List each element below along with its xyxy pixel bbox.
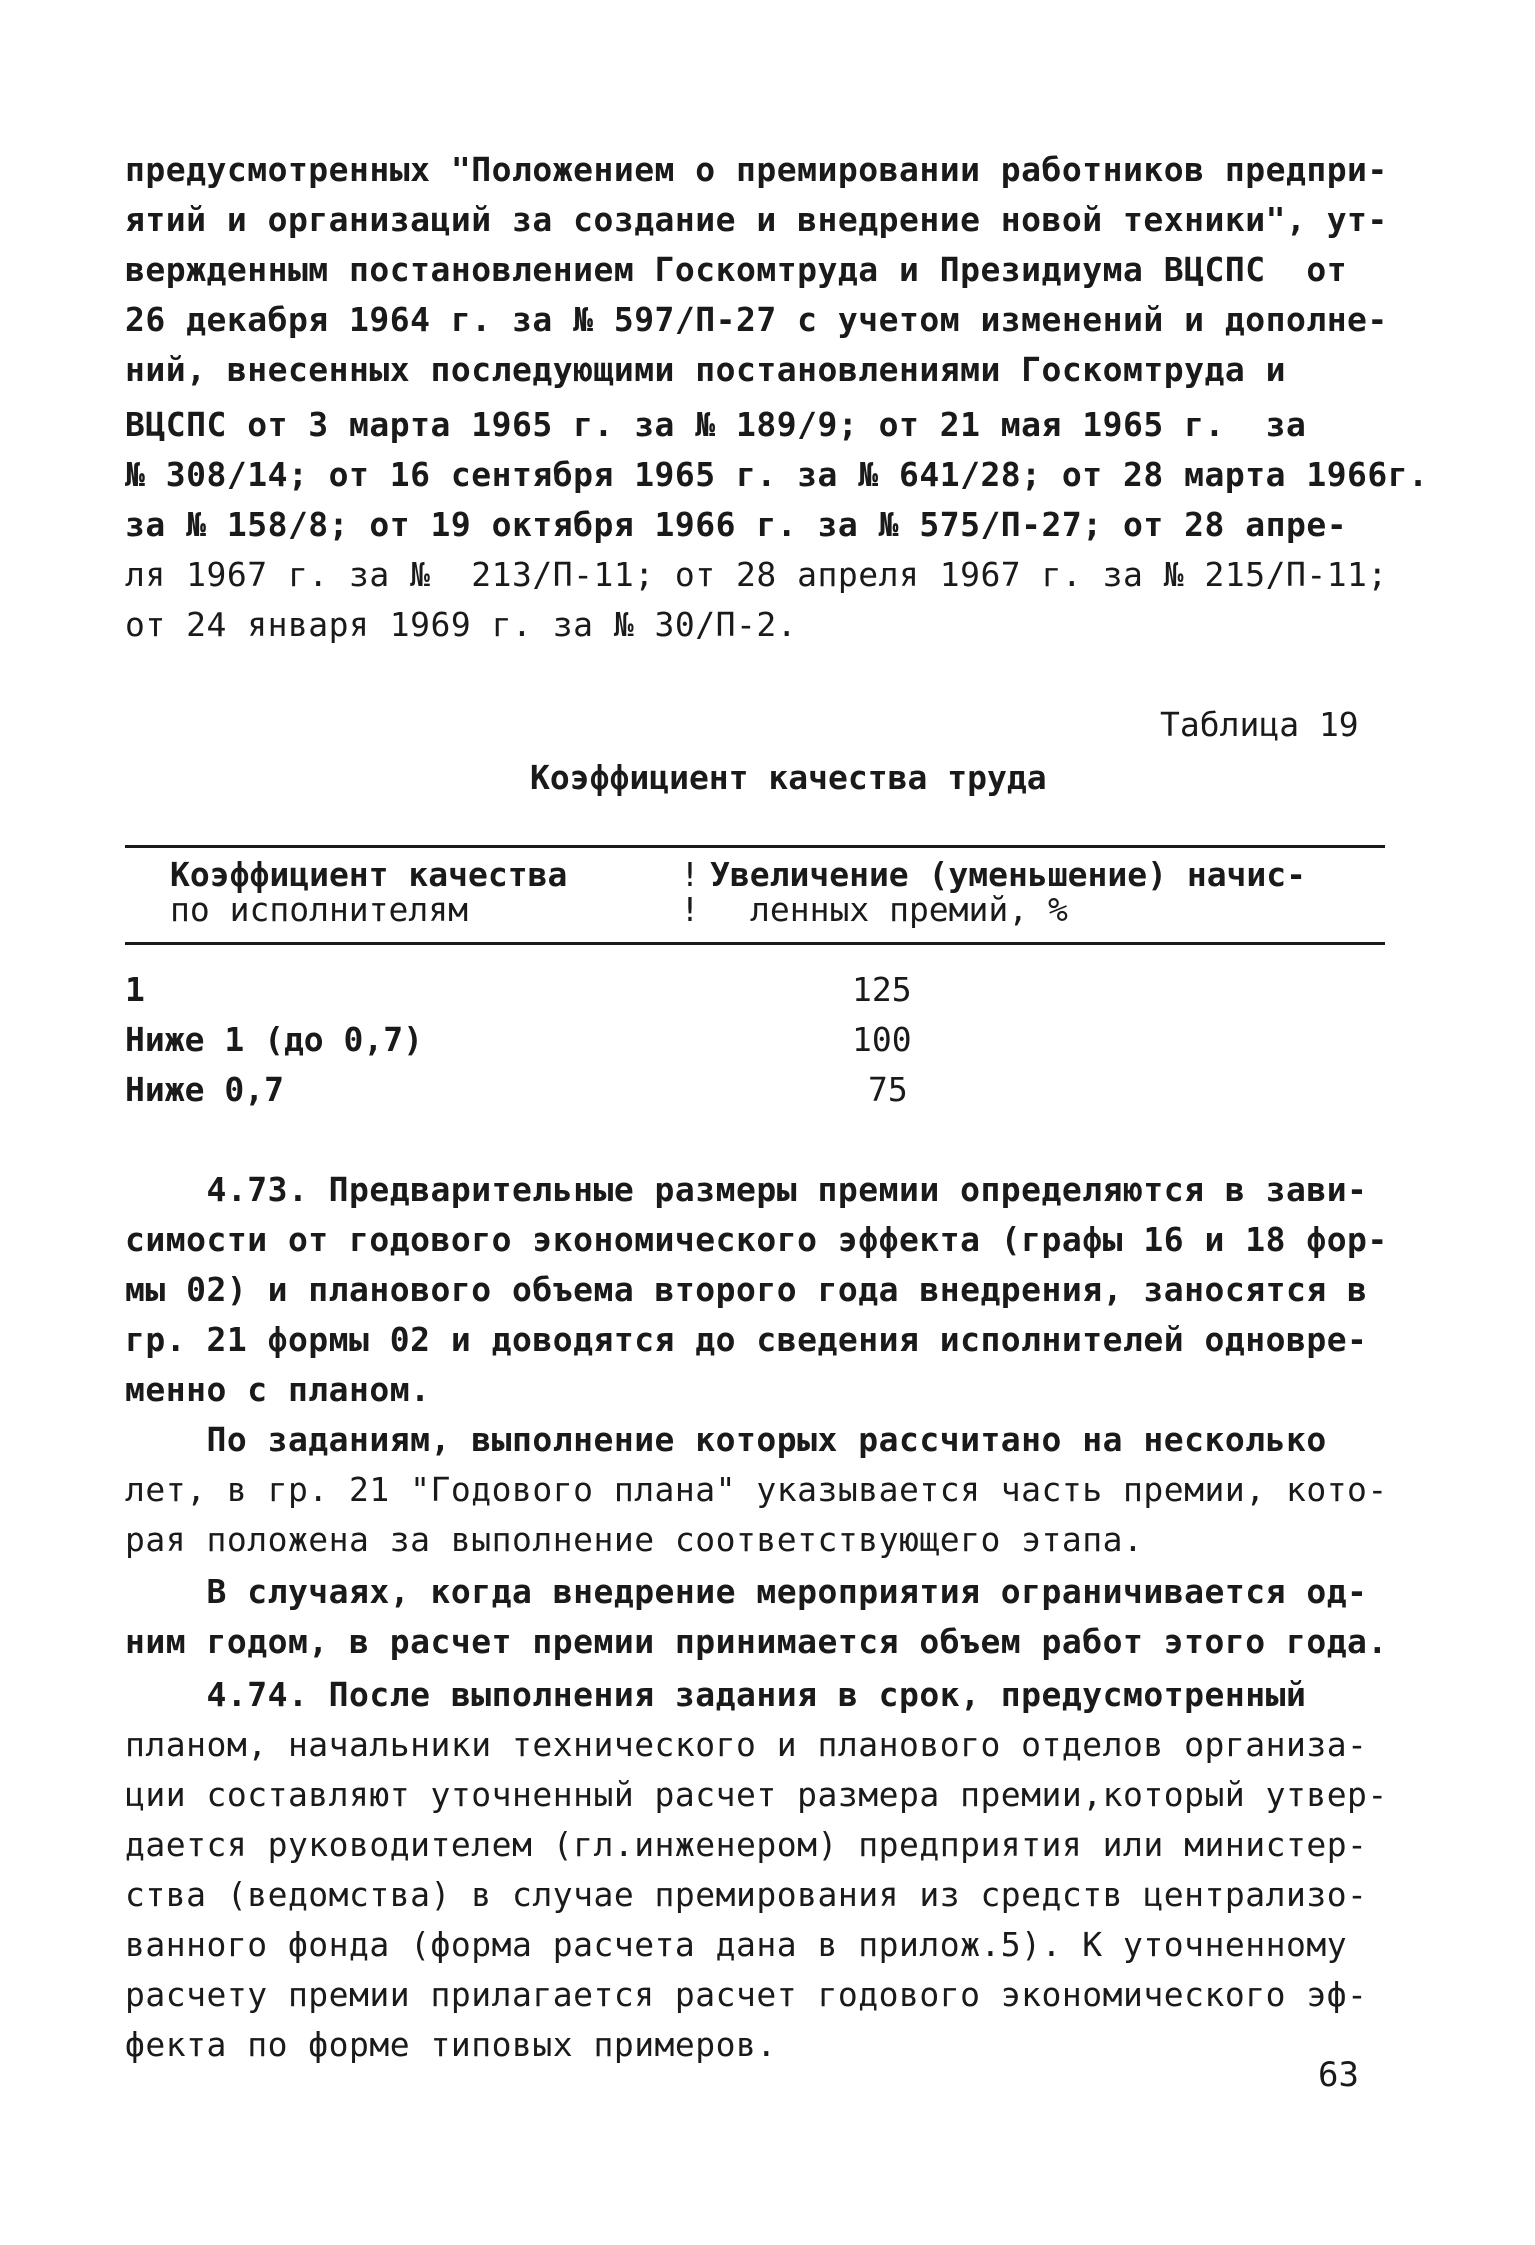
intro-line: № 308/14; от 16 сентября 1965 г. за № 641/28; от 28 марта 1966г.	[125, 455, 1429, 494]
table-row-label: Ниже 0,7	[125, 1070, 284, 1109]
page-number: 63	[1318, 2055, 1359, 2095]
body-line: мы 02) и планового объема второго года внедрения, заносятся в	[125, 1270, 1368, 1309]
table-header-separator: !	[680, 855, 700, 894]
body-line: менно с планом.	[125, 1370, 431, 1409]
table-header-col2-line1: Увеличение (уменьшение) начис-	[710, 855, 1307, 894]
table-row-value: 125	[852, 970, 912, 1009]
table-header-rule	[125, 942, 1385, 945]
table-row-value: 75	[868, 1070, 908, 1109]
table-header-col2-line2: ленных премий, %	[750, 890, 1068, 929]
body-line: ванного фонда (форма расчета дана в прилож.5). К уточненному	[125, 1925, 1348, 1964]
intro-line: 26 декабря 1964 г. за № 597/П-27 с учетом изменений и дополне-	[125, 300, 1388, 339]
body-line: рая положена за выполнение соответствующего этапа.	[125, 1520, 1144, 1559]
body-line: планом, начальники технического и планового отделов организа-	[125, 1725, 1368, 1764]
intro-line: ний, внесенных последующими постановлениями Госкомтруда и	[125, 350, 1286, 389]
table-row-label: Ниже 1 (до 0,7)	[125, 1020, 424, 1059]
table-header-separator: !	[680, 890, 700, 929]
intro-line: ВЦСПС от 3 марта 1965 г. за № 189/9; от 21 мая 1965 г. за	[125, 405, 1307, 444]
body-line: В случаях, когда внедрение мероприятия ограничивается од-	[125, 1572, 1368, 1611]
body-line: расчету премии прилагается расчет годового экономического эф-	[125, 1975, 1368, 2014]
table-top-rule	[125, 845, 1385, 848]
table-title: Коэффициент качества труда	[530, 758, 1047, 797]
table-header-col1-line2: по исполнителям	[170, 890, 469, 929]
body-line: ним годом, в расчет премии принимается объем работ этого года.	[125, 1622, 1388, 1661]
body-line: гр. 21 формы 02 и доводятся до сведения исполнителей одновре-	[125, 1320, 1368, 1359]
table-row-label: 1	[125, 970, 145, 1009]
intro-line: ятий и организаций за создание и внедрение новой техники", ут-	[125, 200, 1388, 239]
intro-line: вержденным постановлением Госкомтруда и Президиума ВЦСПС от	[125, 250, 1348, 289]
body-line: 4.73. Предварительные размеры премии определяются в зави-	[125, 1170, 1368, 1209]
body-line: ства (ведомства) в случае премирования из средств централизо-	[125, 1875, 1368, 1914]
intro-line: за № 158/8; от 19 октября 1966 г. за № 575/П-27; от 28 апре-	[125, 505, 1348, 544]
body-line: По заданиям, выполнение которых рассчитано на несколько	[125, 1420, 1327, 1459]
body-line: симости от годового экономического эффекта (графы 16 и 18 фор-	[125, 1220, 1388, 1259]
intro-line: от 24 января 1969 г. за № 30/П-2.	[125, 605, 798, 644]
body-line: 4.74. После выполнения задания в срок, предусмотренный	[125, 1675, 1307, 1714]
body-line: лет, в гр. 21 "Годового плана" указывается часть премии, кото-	[125, 1470, 1388, 1509]
body-line: ции составляют уточненный расчет размера премии,который утвер-	[125, 1775, 1388, 1814]
body-line: дается руководителем (гл.инженером) предприятия или министер-	[125, 1825, 1368, 1864]
intro-line: предусмотренных "Положением о премировании работников предпри-	[125, 150, 1388, 189]
table-row-value: 100	[852, 1020, 912, 1059]
table-header-col1-line1: Коэффициент качества	[170, 855, 568, 894]
intro-line: ля 1967 г. за № 213/П-11; от 28 апреля 1967 г. за № 215/П-11;	[125, 555, 1388, 594]
body-line: фекта по форме типовых примеров.	[125, 2025, 777, 2064]
table-number: Таблица 19	[1160, 705, 1359, 744]
